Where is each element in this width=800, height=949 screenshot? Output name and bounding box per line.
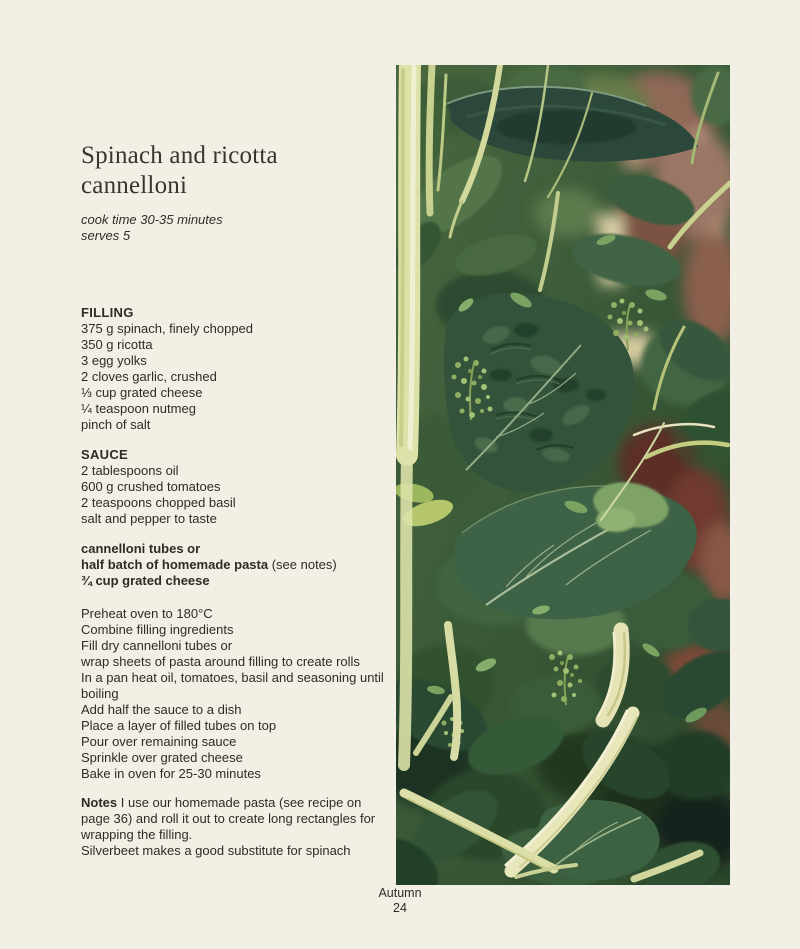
ingredient-line: salt and pepper to taste <box>81 511 217 526</box>
method-line: wrap sheets of pasta around filling to create rolls <box>81 654 360 669</box>
filling-heading: FILLING <box>81 305 134 320</box>
silverbeet-photo-illustration <box>396 65 730 885</box>
method-line: Bake in oven for 25-30 minutes <box>81 766 261 781</box>
method-line: In a pan heat oil, tomatoes, basil and seasoning until <box>81 670 384 685</box>
notes-line: Silverbeet makes a good substitute for spinach <box>81 843 351 858</box>
page-footer <box>0 886 800 916</box>
cook-time: cook time 30-35 minutes <box>81 212 223 227</box>
assembly-section <box>81 541 381 589</box>
notes-section <box>81 795 411 859</box>
filling-section <box>81 305 381 433</box>
sauce-heading: SAUCE <box>81 447 129 462</box>
ingredient-line: ¼ teaspoon nutmeg <box>81 401 196 416</box>
serves: serves 5 <box>81 228 131 243</box>
ingredient-line: 375 g spinach, finely chopped <box>81 321 254 336</box>
ingredient-line: 350 g ricotta <box>81 337 153 352</box>
recipe-title: Spinach and ricotta cannelloni <box>81 142 278 199</box>
sauce-section <box>81 447 381 527</box>
notes-label: Notes <box>81 795 118 810</box>
method-line: Fill dry cannelloni tubes or <box>81 638 233 653</box>
ingredient-line: 2 teaspoons chopped basil <box>81 495 236 510</box>
method-line: boiling <box>81 686 119 701</box>
notes-line: wrapping the filling. <box>81 827 193 842</box>
ingredient-line: ⅓ cup grated cheese <box>81 385 203 400</box>
ingredient-line: ¾ cup grated cheese <box>81 573 210 588</box>
method-line: Add half the sauce to a dish <box>81 702 242 717</box>
method-line: Pour over remaining sauce <box>81 734 237 749</box>
ingredient-line: cannelloni tubes or <box>81 541 201 556</box>
method-line: Preheat oven to 180°C <box>81 606 213 621</box>
ingredient-line: pinch of salt <box>81 417 151 432</box>
notes-line: page 36) and roll it out to create long rectangles for <box>81 811 376 826</box>
footer-page-number: 24 <box>393 901 407 915</box>
ingredient-line: 2 tablespoons oil <box>81 463 179 478</box>
method-line: Sprinkle over grated cheese <box>81 750 243 765</box>
method-line: Place a layer of filled tubes on top <box>81 718 277 733</box>
recipe-meta <box>81 212 223 244</box>
method-line: Combine filling ingredients <box>81 622 234 637</box>
ingredient-line: 2 cloves garlic, crushed <box>81 369 217 384</box>
silverbeet-garden-photo <box>396 65 730 885</box>
ingredient-line: 3 egg yolks <box>81 353 147 368</box>
method-section <box>81 606 411 782</box>
footer-season: Autumn <box>378 886 422 900</box>
ingredient-line: half batch of homemade pasta (see notes) <box>81 557 337 572</box>
ingredient-line: 600 g crushed tomatoes <box>81 479 221 494</box>
notes-line: Notes I use our homemade pasta (see recipe on <box>81 795 362 810</box>
